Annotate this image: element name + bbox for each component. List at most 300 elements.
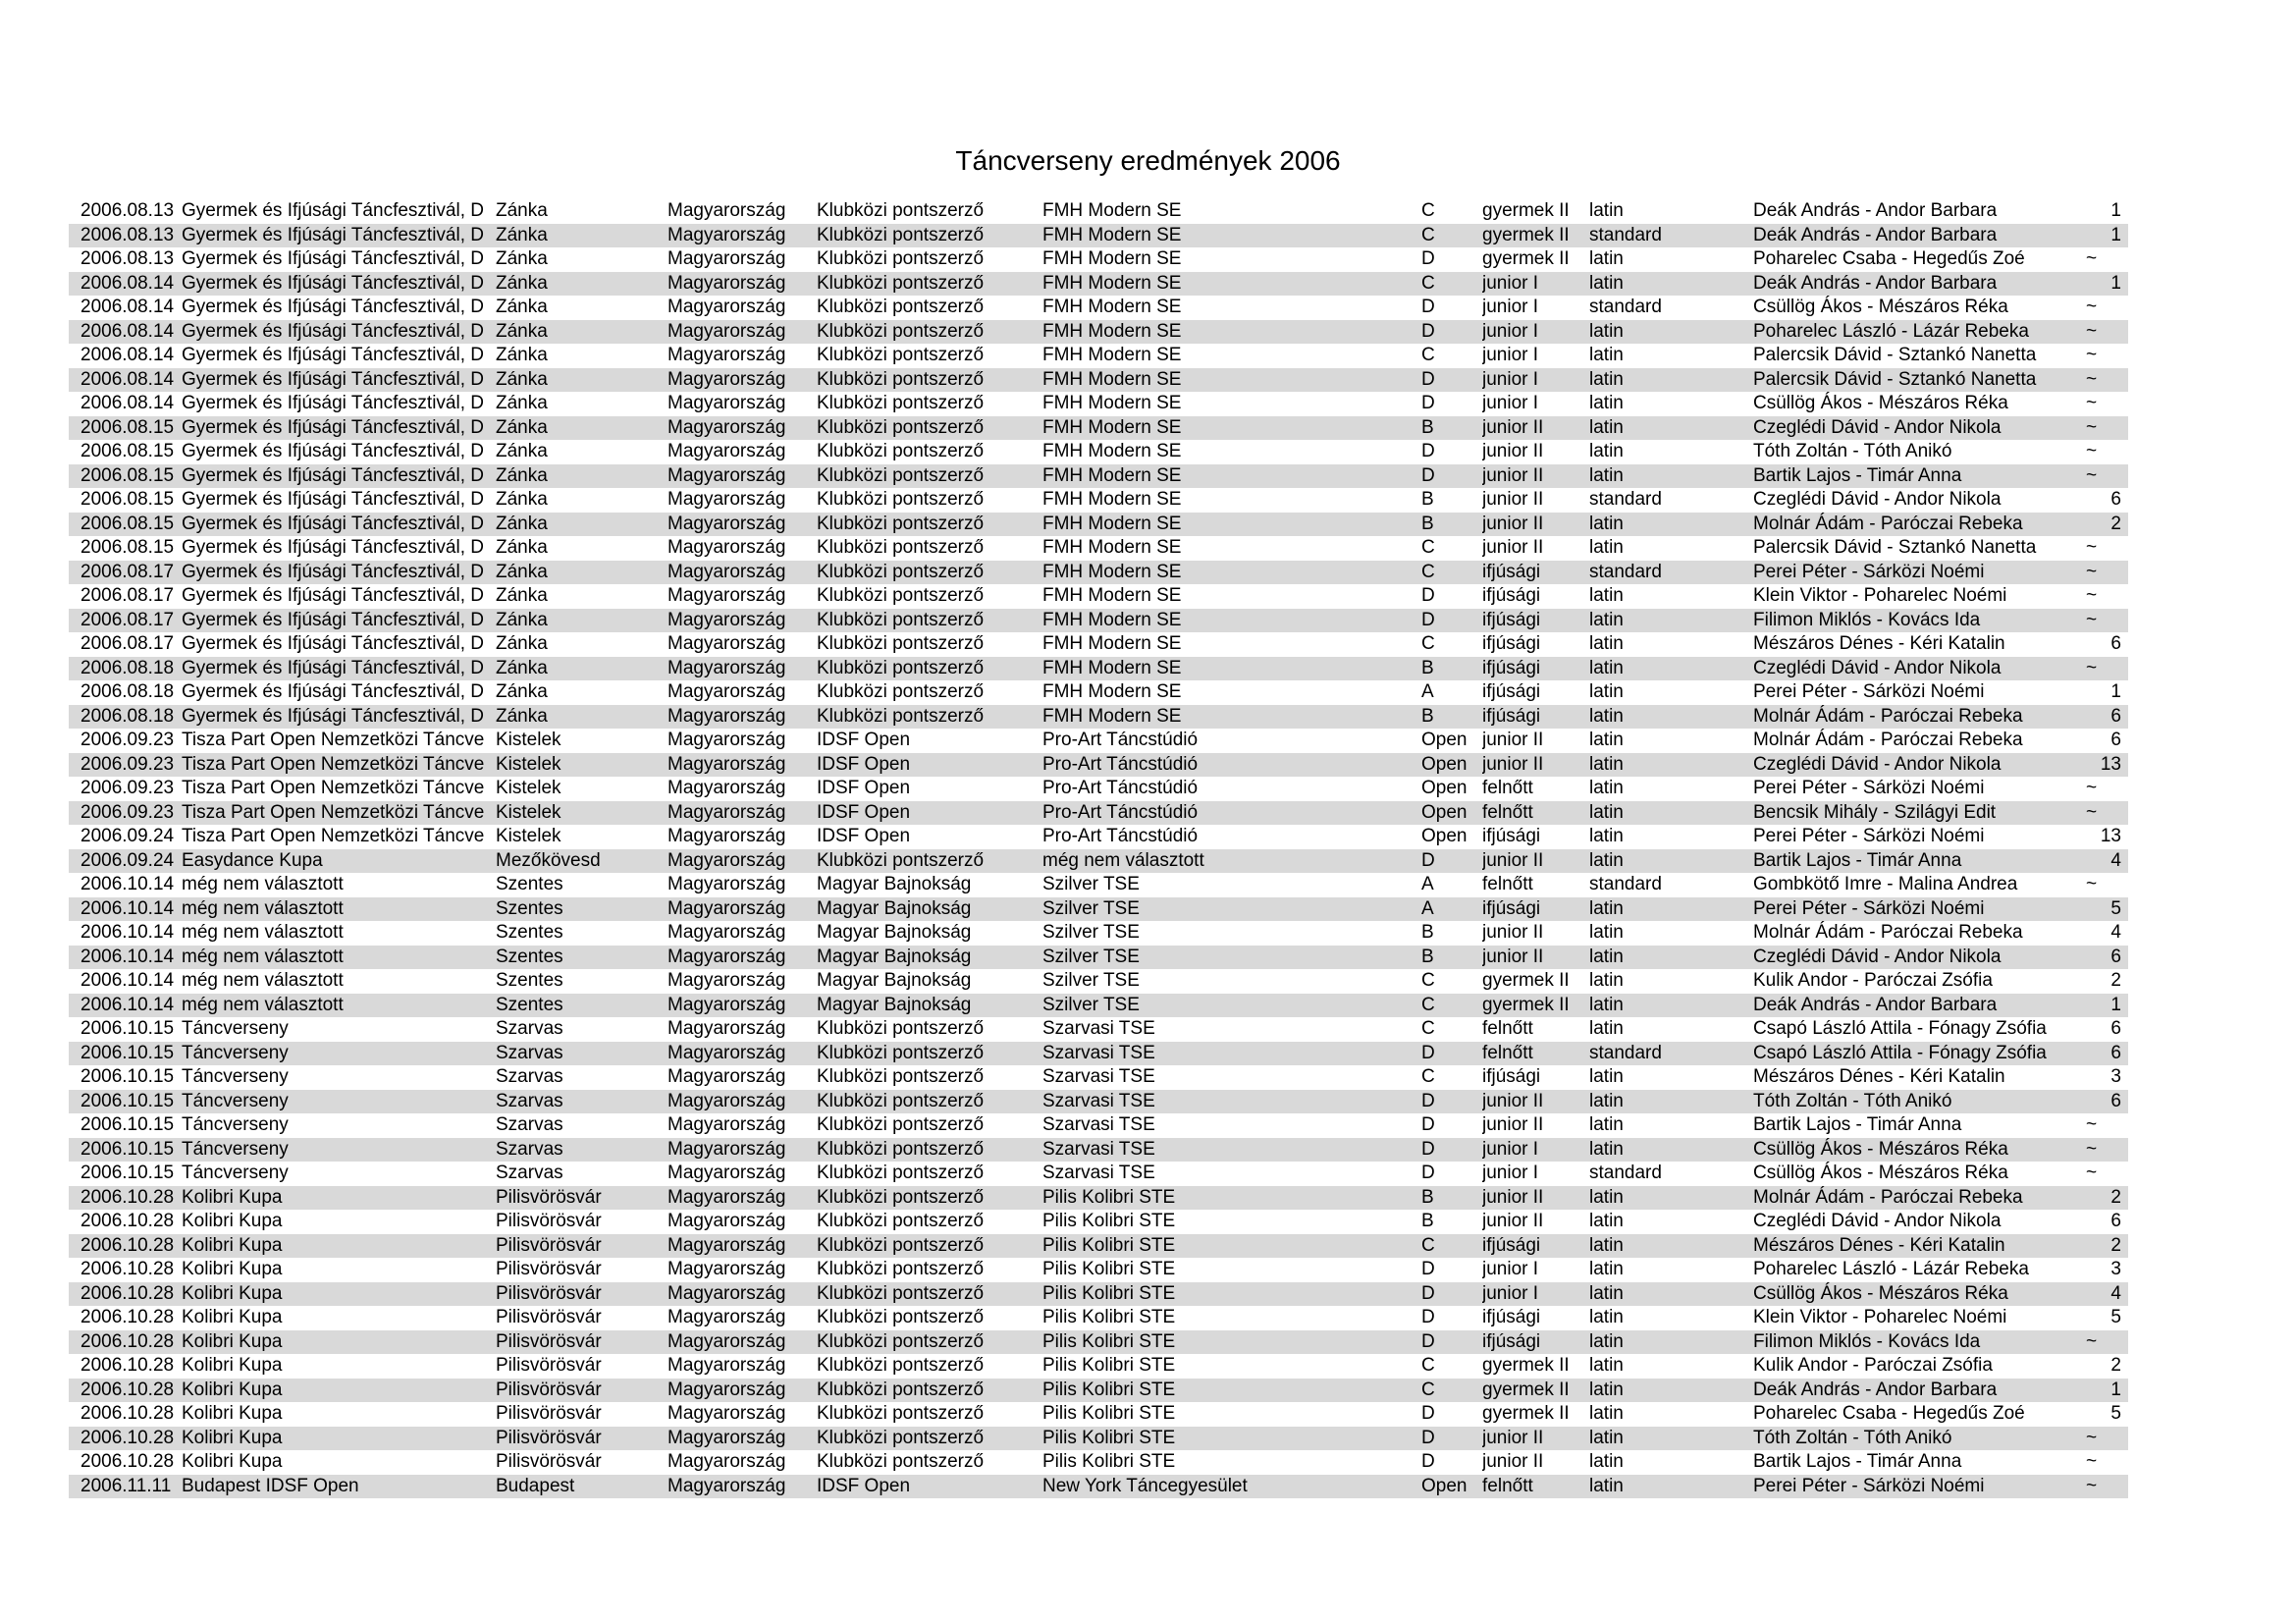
cell-date: 2006.08.17 xyxy=(80,633,175,654)
cell-competition-type: Klubközi pontszerző xyxy=(817,441,985,461)
cell-date: 2006.08.13 xyxy=(80,200,175,221)
cell-result: 6 xyxy=(2110,946,2121,967)
cell-event: Kolibri Kupa xyxy=(182,1186,283,1208)
cell-age-group: gyermek II xyxy=(1482,248,1570,269)
cell-city: Szarvas xyxy=(496,1138,563,1160)
cell-couple: Czeglédi Dávid - Andor Nikola xyxy=(1753,1211,2002,1231)
cell-city: Pilisvörösvár xyxy=(496,1282,602,1304)
cell-couple: Kulik Andor - Paróczai Zsófia xyxy=(1753,970,1993,991)
cell-event: Gyermek és Ifjúsági Táncfesztivál, D xyxy=(182,272,484,294)
cell-event: Gyermek és Ifjúsági Táncfesztivál, D xyxy=(182,609,484,630)
cell-style: latin xyxy=(1589,1234,1624,1256)
cell-couple: Csüllög Ákos - Mészáros Réka xyxy=(1753,1138,2008,1160)
cell-event: Tisza Part Open Nemzetközi Táncve xyxy=(182,801,485,823)
cell-couple: Molnár Ádám - Paróczai Rebeka xyxy=(1753,730,2023,750)
cell-city: Szarvas xyxy=(496,1163,563,1183)
cell-competition-type: Klubközi pontszerző xyxy=(817,224,985,245)
cell-date: 2006.08.14 xyxy=(80,272,175,294)
cell-style: standard xyxy=(1589,874,1662,894)
cell-age-group: ifjúsági xyxy=(1482,897,1541,919)
cell-age-group: junior I xyxy=(1482,368,1539,390)
cell-age-group: ifjúsági xyxy=(1482,609,1541,630)
cell-country: Magyarország xyxy=(667,730,786,750)
cell-date: 2006.10.28 xyxy=(80,1307,175,1327)
cell-class: D xyxy=(1421,1163,1435,1183)
cell-result: ~ xyxy=(2086,801,2098,823)
cell-country: Magyarország xyxy=(667,297,786,317)
cell-couple: Filimon Miklós - Kovács Ida xyxy=(1753,609,1981,630)
cell-class: D xyxy=(1421,441,1435,461)
cell-city: Szarvas xyxy=(496,1042,563,1063)
cell-competition-type: Klubközi pontszerző xyxy=(817,248,985,269)
table-row xyxy=(69,632,2128,657)
cell-result: 2 xyxy=(2110,970,2121,991)
cell-couple: Deák András - Andor Barbara xyxy=(1753,224,1998,245)
cell-date: 2006.08.13 xyxy=(80,224,175,245)
table-row xyxy=(69,488,2128,513)
cell-city: Zánka xyxy=(496,224,548,245)
cell-couple: Tóth Zoltán - Tóth Anikó xyxy=(1753,1427,1952,1448)
cell-date: 2006.08.18 xyxy=(80,681,175,702)
cell-club: FMH Modern SE xyxy=(1042,537,1182,558)
cell-country: Magyarország xyxy=(667,1234,786,1256)
cell-style: latin xyxy=(1589,730,1624,750)
cell-style: latin xyxy=(1589,441,1624,461)
cell-date: 2006.09.24 xyxy=(80,849,175,871)
cell-club: Pro-Art Táncstúdió xyxy=(1042,730,1199,750)
cell-event: Kolibri Kupa xyxy=(182,1379,283,1400)
cell-city: Zánka xyxy=(496,441,548,461)
cell-event: még nem választott xyxy=(182,994,344,1015)
cell-result: 2 xyxy=(2110,513,2121,534)
cell-couple: Poharelec Csaba - Hegedűs Zoé xyxy=(1753,1403,2025,1424)
cell-club: Szilver TSE xyxy=(1042,946,1140,967)
table-row xyxy=(69,344,2128,368)
cell-competition-type: Klubközi pontszerző xyxy=(817,1211,985,1231)
cell-result: ~ xyxy=(2086,297,2098,317)
cell-couple: Bencsik Mihály - Szilágyi Edit xyxy=(1753,801,1997,823)
cell-date: 2006.08.18 xyxy=(80,705,175,727)
cell-age-group: junior I xyxy=(1482,272,1539,294)
cell-couple: Klein Viktor - Poharelec Noémi xyxy=(1753,585,2007,606)
cell-club: Pilis Kolibri STE xyxy=(1042,1355,1176,1376)
cell-result: 4 xyxy=(2110,922,2121,943)
cell-age-group: ifjúsági xyxy=(1482,681,1541,702)
cell-class: C xyxy=(1421,994,1435,1015)
table-row xyxy=(69,1210,2128,1234)
cell-event: Kolibri Kupa xyxy=(182,1259,283,1279)
cell-result: 6 xyxy=(2110,1211,2121,1231)
cell-result: ~ xyxy=(2086,585,2098,606)
cell-result: ~ xyxy=(2086,561,2098,582)
cell-club: Szarvasi TSE xyxy=(1042,1138,1155,1160)
cell-style: latin xyxy=(1589,1114,1624,1135)
cell-class: D xyxy=(1421,609,1435,630)
cell-city: Pilisvörösvár xyxy=(496,1186,602,1208)
table-row xyxy=(69,825,2128,849)
cell-city: Mezőkövesd xyxy=(496,849,601,871)
cell-class: B xyxy=(1421,1186,1434,1208)
cell-couple: Molnár Ádám - Paróczai Rebeka xyxy=(1753,1186,2023,1208)
cell-age-group: junior II xyxy=(1482,1211,1544,1231)
cell-class: C xyxy=(1421,1066,1435,1087)
cell-age-group: felnőtt xyxy=(1482,1475,1533,1496)
cell-club: Pilis Kolibri STE xyxy=(1042,1186,1176,1208)
cell-competition-type: Klubközi pontszerző xyxy=(817,272,985,294)
cell-result: 5 xyxy=(2110,897,2121,919)
cell-city: Kistelek xyxy=(496,826,561,846)
cell-couple: Deák András - Andor Barbara xyxy=(1753,994,1998,1015)
cell-couple: Perei Péter - Sárközi Noémi xyxy=(1753,561,1985,582)
table-row xyxy=(69,392,2128,416)
table-row xyxy=(69,801,2128,826)
cell-country: Magyarország xyxy=(667,778,786,798)
cell-style: latin xyxy=(1589,1211,1624,1231)
cell-couple: Molnár Ádám - Paróczai Rebeka xyxy=(1753,705,2023,727)
cell-event: még nem választott xyxy=(182,897,344,919)
cell-country: Magyarország xyxy=(667,1186,786,1208)
cell-class: A xyxy=(1421,897,1434,919)
cell-country: Magyarország xyxy=(667,897,786,919)
cell-club: FMH Modern SE xyxy=(1042,320,1182,342)
cell-city: Pilisvörösvár xyxy=(496,1307,602,1327)
cell-country: Magyarország xyxy=(667,248,786,269)
table-row xyxy=(69,536,2128,561)
cell-city: Zánka xyxy=(496,657,548,678)
table-row xyxy=(69,1379,2128,1403)
cell-date: 2006.10.15 xyxy=(80,1090,175,1111)
cell-country: Magyarország xyxy=(667,801,786,823)
cell-date: 2006.08.15 xyxy=(80,441,175,461)
cell-event: Gyermek és Ifjúsági Táncfesztivál, D xyxy=(182,248,484,269)
cell-club: Szarvasi TSE xyxy=(1042,1090,1155,1111)
cell-date: 2006.10.28 xyxy=(80,1234,175,1256)
cell-competition-type: Klubközi pontszerző xyxy=(817,489,985,510)
cell-couple: Czeglédi Dávid - Andor Nikola xyxy=(1753,416,2002,438)
cell-country: Magyarország xyxy=(667,922,786,943)
cell-age-group: felnőtt xyxy=(1482,778,1533,798)
cell-style: latin xyxy=(1589,464,1624,486)
cell-date: 2006.10.28 xyxy=(80,1427,175,1448)
cell-class: D xyxy=(1421,393,1435,413)
cell-style: latin xyxy=(1589,753,1624,775)
cell-class: A xyxy=(1421,681,1434,702)
cell-event: Táncverseny xyxy=(182,1042,289,1063)
cell-couple: Bartik Lajos - Timár Anna xyxy=(1753,464,1962,486)
cell-class: Open xyxy=(1421,801,1468,823)
cell-country: Magyarország xyxy=(667,1042,786,1063)
cell-date: 2006.10.28 xyxy=(80,1259,175,1279)
table-row xyxy=(69,296,2128,320)
cell-country: Magyarország xyxy=(667,681,786,702)
cell-club: FMH Modern SE xyxy=(1042,441,1182,461)
cell-age-group: ifjúsági xyxy=(1482,1234,1541,1256)
cell-city: Zánka xyxy=(496,561,548,582)
cell-age-group: junior II xyxy=(1482,513,1544,534)
table-row xyxy=(69,657,2128,681)
cell-date: 2006.08.15 xyxy=(80,489,175,510)
cell-style: latin xyxy=(1589,1090,1624,1111)
cell-competition-type: Klubközi pontszerző xyxy=(817,1451,985,1472)
table-row xyxy=(69,1065,2128,1090)
cell-age-group: felnőtt xyxy=(1482,874,1533,894)
cell-couple: Poharelec László - Lázár Rebeka xyxy=(1753,320,2029,342)
cell-city: Szentes xyxy=(496,994,563,1015)
cell-age-group: junior II xyxy=(1482,753,1544,775)
cell-date: 2006.08.15 xyxy=(80,513,175,534)
cell-result: 6 xyxy=(2110,633,2121,654)
cell-result: ~ xyxy=(2086,1138,2098,1160)
cell-club: még nem választott xyxy=(1042,849,1204,871)
cell-competition-type: Klubközi pontszerző xyxy=(817,1403,985,1424)
cell-event: Gyermek és Ifjúsági Táncfesztivál, D xyxy=(182,441,484,461)
cell-city: Zánka xyxy=(496,297,548,317)
cell-style: latin xyxy=(1589,1282,1624,1304)
cell-couple: Csüllög Ákos - Mészáros Réka xyxy=(1753,393,2008,413)
cell-event: Tisza Part Open Nemzetközi Táncve xyxy=(182,778,485,798)
cell-club: New York Táncegyesület xyxy=(1042,1475,1248,1496)
cell-competition-type: Magyar Bajnokság xyxy=(817,946,972,967)
cell-class: D xyxy=(1421,1427,1435,1448)
cell-event: Gyermek és Ifjúsági Táncfesztivál, D xyxy=(182,297,484,317)
cell-result: 2 xyxy=(2110,1186,2121,1208)
cell-city: Zánka xyxy=(496,368,548,390)
cell-style: standard xyxy=(1589,489,1662,510)
cell-competition-type: Klubközi pontszerző xyxy=(817,705,985,727)
cell-result: ~ xyxy=(2086,657,2098,678)
cell-club: Pilis Kolibri STE xyxy=(1042,1427,1176,1448)
cell-date: 2006.10.28 xyxy=(80,1355,175,1376)
cell-competition-type: Klubközi pontszerző xyxy=(817,1234,985,1256)
cell-style: latin xyxy=(1589,200,1624,221)
cell-result: ~ xyxy=(2086,1427,2098,1448)
cell-date: 2006.10.28 xyxy=(80,1330,175,1352)
cell-date: 2006.09.23 xyxy=(80,801,175,823)
cell-result: 6 xyxy=(2110,1018,2121,1039)
cell-age-group: junior I xyxy=(1482,297,1539,317)
cell-couple: Palercsik Dávid - Sztankó Nanetta xyxy=(1753,368,2037,390)
cell-date: 2006.10.14 xyxy=(80,970,175,991)
cell-club: Szilver TSE xyxy=(1042,874,1140,894)
table-row xyxy=(69,513,2128,537)
cell-event: még nem választott xyxy=(182,922,344,943)
cell-age-group: junior I xyxy=(1482,1138,1539,1160)
cell-result: 13 xyxy=(2100,826,2121,846)
table-row xyxy=(69,247,2128,272)
cell-club: Pilis Kolibri STE xyxy=(1042,1234,1176,1256)
cell-country: Magyarország xyxy=(667,224,786,245)
cell-couple: Perei Péter - Sárközi Noémi xyxy=(1753,1475,1985,1496)
cell-competition-type: Klubközi pontszerző xyxy=(817,1307,985,1327)
cell-result: 4 xyxy=(2110,849,2121,871)
cell-event: Kolibri Kupa xyxy=(182,1355,283,1376)
cell-style: latin xyxy=(1589,272,1624,294)
cell-event: Gyermek és Ifjúsági Táncfesztivál, D xyxy=(182,464,484,486)
cell-result: ~ xyxy=(2086,368,2098,390)
cell-style: latin xyxy=(1589,1427,1624,1448)
cell-style: standard xyxy=(1589,224,1662,245)
cell-club: FMH Modern SE xyxy=(1042,248,1182,269)
cell-city: Kistelek xyxy=(496,730,561,750)
table-row xyxy=(69,1234,2128,1259)
cell-city: Kistelek xyxy=(496,801,561,823)
cell-club: Pilis Kolibri STE xyxy=(1042,1307,1176,1327)
cell-country: Magyarország xyxy=(667,1355,786,1376)
cell-style: latin xyxy=(1589,1475,1624,1496)
cell-style: latin xyxy=(1589,633,1624,654)
cell-event: Budapest IDSF Open xyxy=(182,1475,359,1496)
cell-club: Pilis Kolibri STE xyxy=(1042,1451,1176,1472)
cell-couple: Gombkötő Imre - Malina Andrea xyxy=(1753,874,2018,894)
cell-date: 2006.08.14 xyxy=(80,345,175,365)
cell-competition-type: Klubközi pontszerző xyxy=(817,513,985,534)
cell-city: Zánka xyxy=(496,705,548,727)
cell-competition-type: IDSF Open xyxy=(817,801,911,823)
cell-city: Zánka xyxy=(496,345,548,365)
table-row xyxy=(69,777,2128,801)
cell-class: Open xyxy=(1421,778,1468,798)
cell-club: Pro-Art Táncstúdió xyxy=(1042,801,1199,823)
cell-club: Pro-Art Táncstúdió xyxy=(1042,778,1199,798)
cell-couple: Mészáros Dénes - Kéri Katalin xyxy=(1753,633,2005,654)
cell-city: Szentes xyxy=(496,922,563,943)
cell-age-group: gyermek II xyxy=(1482,1355,1570,1376)
cell-city: Zánka xyxy=(496,393,548,413)
cell-country: Magyarország xyxy=(667,705,786,727)
cell-age-group: ifjúsági xyxy=(1482,705,1541,727)
cell-class: C xyxy=(1421,272,1435,294)
table-row xyxy=(69,609,2128,633)
cell-result: 3 xyxy=(2110,1259,2121,1279)
cell-event: Táncverseny xyxy=(182,1138,289,1160)
cell-result: 1 xyxy=(2110,224,2121,245)
cell-city: Szarvas xyxy=(496,1114,563,1135)
cell-class: C xyxy=(1421,633,1435,654)
table-row xyxy=(69,897,2128,922)
cell-age-group: gyermek II xyxy=(1482,1403,1570,1424)
cell-class: B xyxy=(1421,705,1434,727)
cell-country: Magyarország xyxy=(667,970,786,991)
cell-class: C xyxy=(1421,200,1435,221)
cell-style: latin xyxy=(1589,585,1624,606)
cell-style: latin xyxy=(1589,320,1624,342)
table-row xyxy=(69,1186,2128,1211)
cell-date: 2006.10.15 xyxy=(80,1066,175,1087)
cell-date: 2006.10.15 xyxy=(80,1114,175,1135)
cell-style: latin xyxy=(1589,1330,1624,1352)
cell-result: ~ xyxy=(2086,416,2098,438)
cell-club: FMH Modern SE xyxy=(1042,464,1182,486)
cell-country: Magyarország xyxy=(667,441,786,461)
cell-style: latin xyxy=(1589,537,1624,558)
cell-result: ~ xyxy=(2086,441,2098,461)
cell-result: 5 xyxy=(2110,1307,2121,1327)
cell-age-group: junior II xyxy=(1482,1451,1544,1472)
cell-result: ~ xyxy=(2086,1330,2098,1352)
cell-age-group: junior I xyxy=(1482,393,1539,413)
table-row xyxy=(69,320,2128,345)
cell-result: 6 xyxy=(2110,705,2121,727)
cell-country: Magyarország xyxy=(667,633,786,654)
cell-country: Magyarország xyxy=(667,1211,786,1231)
cell-class: D xyxy=(1421,849,1435,871)
cell-date: 2006.08.18 xyxy=(80,657,175,678)
cell-competition-type: IDSF Open xyxy=(817,1475,911,1496)
cell-date: 2006.10.28 xyxy=(80,1282,175,1304)
cell-date: 2006.10.15 xyxy=(80,1163,175,1183)
cell-country: Magyarország xyxy=(667,826,786,846)
cell-result: 1 xyxy=(2110,272,2121,294)
cell-date: 2006.08.17 xyxy=(80,561,175,582)
table-row xyxy=(69,1113,2128,1138)
cell-couple: Klein Viktor - Poharelec Noémi xyxy=(1753,1307,2007,1327)
cell-club: Pilis Kolibri STE xyxy=(1042,1379,1176,1400)
results-table xyxy=(69,199,2128,1498)
cell-couple: Czeglédi Dávid - Andor Nikola xyxy=(1753,946,2002,967)
cell-country: Magyarország xyxy=(667,585,786,606)
cell-date: 2006.08.14 xyxy=(80,297,175,317)
cell-event: Kolibri Kupa xyxy=(182,1234,283,1256)
cell-competition-type: IDSF Open xyxy=(817,753,911,775)
cell-club: FMH Modern SE xyxy=(1042,224,1182,245)
cell-couple: Csapó László Attila - Fónagy Zsófia xyxy=(1753,1042,2047,1063)
cell-city: Zánka xyxy=(496,585,548,606)
cell-club: FMH Modern SE xyxy=(1042,345,1182,365)
cell-country: Magyarország xyxy=(667,1379,786,1400)
cell-age-group: junior I xyxy=(1482,345,1539,365)
cell-club: FMH Modern SE xyxy=(1042,513,1182,534)
cell-couple: Bartik Lajos - Timár Anna xyxy=(1753,1114,1962,1135)
cell-age-group: junior I xyxy=(1482,1259,1539,1279)
cell-event: Kolibri Kupa xyxy=(182,1403,283,1424)
cell-class: D xyxy=(1421,1042,1435,1063)
cell-class: D xyxy=(1421,1451,1435,1472)
cell-event: Gyermek és Ifjúsági Táncfesztivál, D xyxy=(182,224,484,245)
cell-competition-type: Klubközi pontszerző xyxy=(817,464,985,486)
cell-competition-type: Klubközi pontszerző xyxy=(817,1259,985,1279)
cell-result: ~ xyxy=(2086,874,2098,894)
cell-class: C xyxy=(1421,1018,1435,1039)
cell-class: C xyxy=(1421,1379,1435,1400)
cell-competition-type: Klubközi pontszerző xyxy=(817,657,985,678)
cell-country: Magyarország xyxy=(667,849,786,871)
cell-couple: Deák András - Andor Barbara xyxy=(1753,272,1998,294)
cell-couple: Deák András - Andor Barbara xyxy=(1753,200,1998,221)
cell-class: D xyxy=(1421,1090,1435,1111)
cell-couple: Poharelec Csaba - Hegedűs Zoé xyxy=(1753,248,2025,269)
cell-competition-type: Klubközi pontszerző xyxy=(817,1282,985,1304)
cell-country: Magyarország xyxy=(667,1307,786,1327)
table-row xyxy=(69,1354,2128,1379)
cell-couple: Mészáros Dénes - Kéri Katalin xyxy=(1753,1066,2005,1087)
table-row xyxy=(69,199,2128,224)
table-row xyxy=(69,873,2128,897)
cell-age-group: felnőtt xyxy=(1482,1018,1533,1039)
cell-date: 2006.10.28 xyxy=(80,1379,175,1400)
cell-club: Pilis Kolibri STE xyxy=(1042,1282,1176,1304)
cell-result: ~ xyxy=(2086,778,2098,798)
cell-class: B xyxy=(1421,657,1434,678)
cell-class: D xyxy=(1421,368,1435,390)
table-row xyxy=(69,705,2128,730)
cell-age-group: junior II xyxy=(1482,1427,1544,1448)
cell-age-group: gyermek II xyxy=(1482,994,1570,1015)
cell-city: Zánka xyxy=(496,681,548,702)
table-row xyxy=(69,1427,2128,1451)
cell-style: latin xyxy=(1589,416,1624,438)
cell-club: Szilver TSE xyxy=(1042,897,1140,919)
cell-class: B xyxy=(1421,922,1434,943)
